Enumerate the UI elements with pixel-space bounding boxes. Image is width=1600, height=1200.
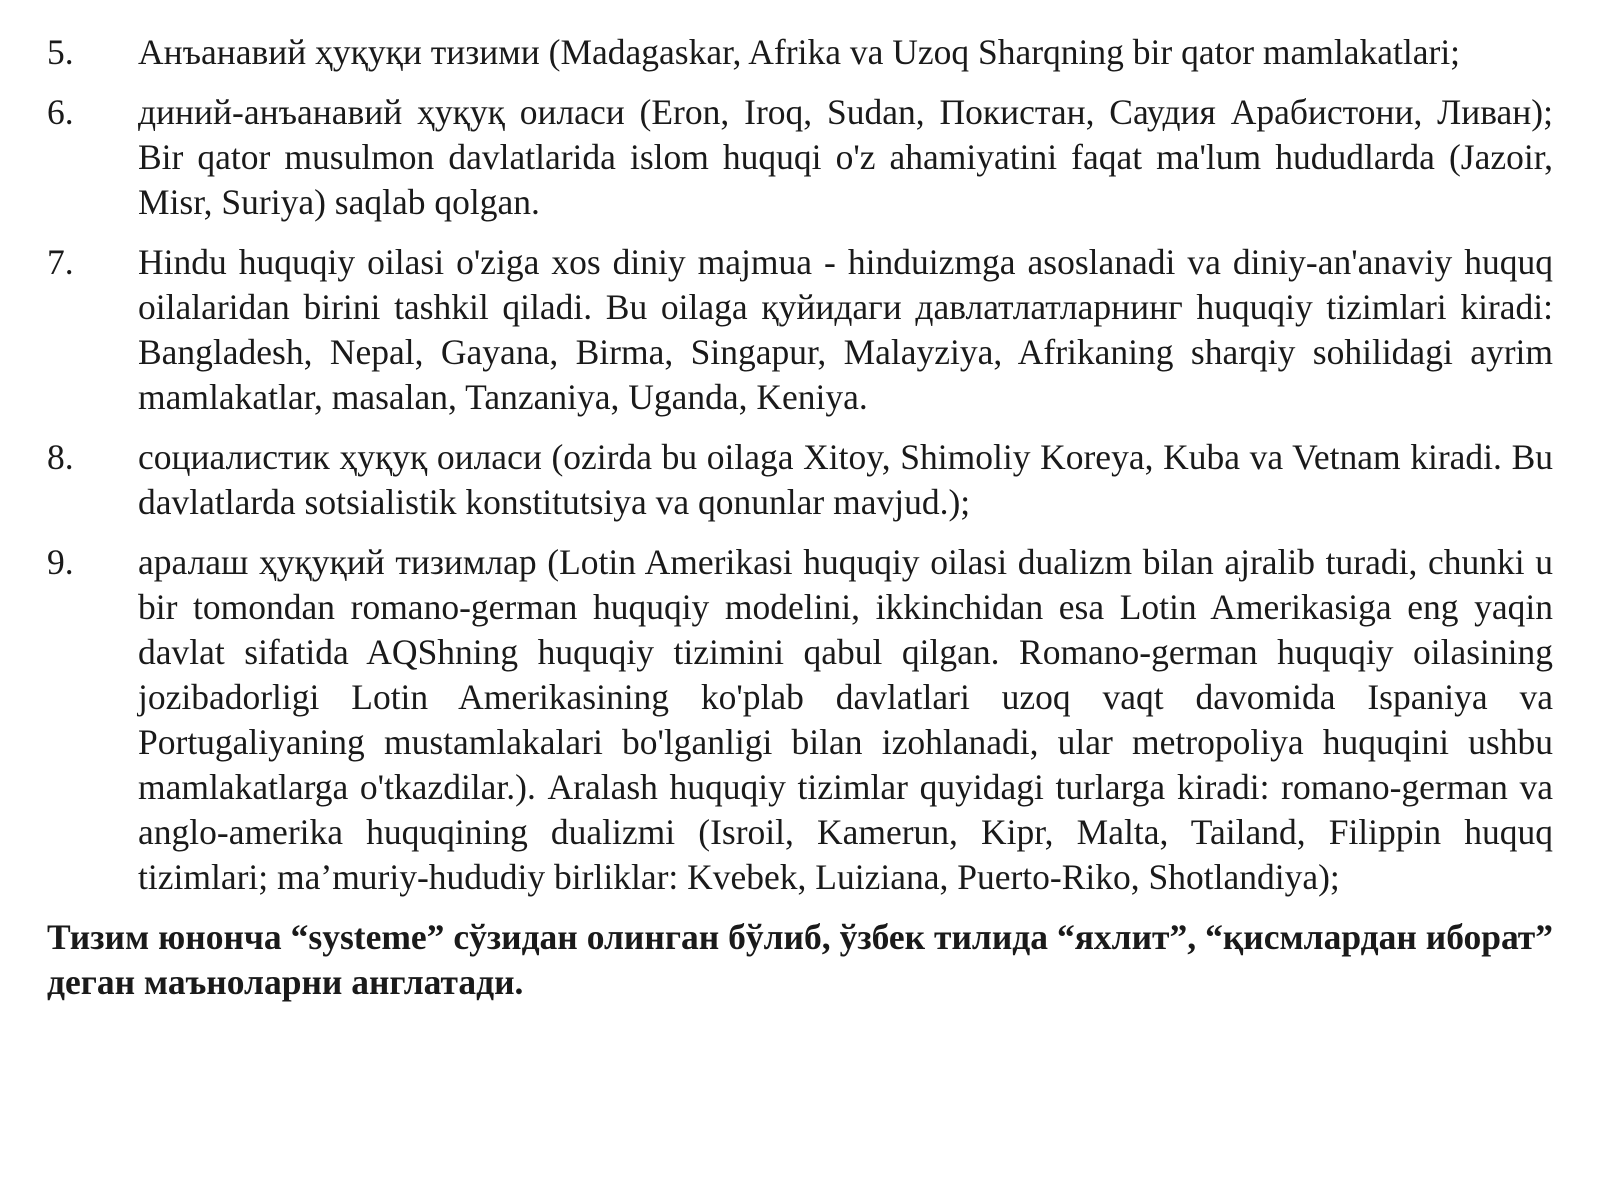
list-text: диний-анъанавий ҳуқуқ оиласи (Eron, Iroq, Sudan, Покистан, Саудия Арабистони, Ливан); Bir qator musulmon davlatlarida islom huquqi o'z ahamiyatini faqat ma'lum hududlarda (Jazoir, Misr, Suriya) saqlab qolgan. (138, 92, 1553, 222)
list-item-5 (47, 30, 1553, 75)
list-item-9 (47, 540, 1553, 900)
list-text: Hindu huquqiy oilasi o'ziga xos diniy majmua - hinduizmga asoslanadi va diniy-an'anaviy huquq oilalaridan birini tashkil qiladi. Bu oilaga қуйидаги давлатлатларнинг huquqiy tizimlari kiradi: Bangladesh, Nepal, Gayana, Birma, Singapur, Malayziya, Afrikaning sharqiy sohilidagi ayrim mamlakatlar, masalan, Tanzaniya, Uganda, Keniya. (138, 242, 1553, 417)
list-item-7 (47, 240, 1553, 420)
list-number: 7. (47, 242, 74, 282)
document-page (47, 30, 1553, 1005)
list-text: аралаш ҳуқуқий тизимлар (Lotin Amerikasi huquqiy oilasi dualizm bilan ajralib turadi, chunki u bir tomondan romano-german huquqiy modelini, ikkinchidan esa Lotin Amerikasiga eng yaqin davlat sifatida AQShning huquqiy tizimini qabul qilgan. Romano-german huquqiy oilasining jozibadorligi Lotin Amerikasining ko'plab davlatlari uzoq vaqt davomida Ispaniya va Portugaliyaning mustamlakalari bo'lganligi bilan izohlanadi, ular metropoliya huquqini ushbu mamlakatlarga o'tkazdilar.). Aralash huquqiy tizimlar quyidagi turlarga kiradi: romano-german va anglo-amerika huquqining dualizmi (Isroil, Kamerun, Kipr, Malta, Tailand, Filippin huquq tizimlari; ma’muriy-hududiy birliklar: Kvebek, Luiziana, Puerto-Riko, Shotlandiya); (138, 542, 1553, 897)
list-item-6 (47, 90, 1553, 225)
list-number: 9. (47, 542, 74, 582)
closing-paragraph: Тизим юнонча “systeme” сўзидан олинган бўлиб, ўзбек тилида “яхлит”, “қисмлардан иборат” деган маъноларни англатади. (47, 917, 1553, 1002)
list-number: 5. (47, 32, 74, 72)
list-text: Анъанавий ҳуқуқи тизими (Madagaskar, Afrika va Uzoq Sharqning bir qator mamlakatlari; (138, 32, 1461, 72)
list-text: социалистик ҳуқуқ оиласи (ozirda bu oilaga Xitoy, Shimoliy Koreya, Kuba va Vetnam kiradi. Bu davlatlarda sotsialistik konstitutsiya va qonunlar mavjud.); (138, 437, 1553, 522)
list-item-8 (47, 435, 1553, 525)
list-number: 6. (47, 92, 74, 132)
numbered-list (47, 30, 1553, 900)
list-number: 8. (47, 437, 74, 477)
